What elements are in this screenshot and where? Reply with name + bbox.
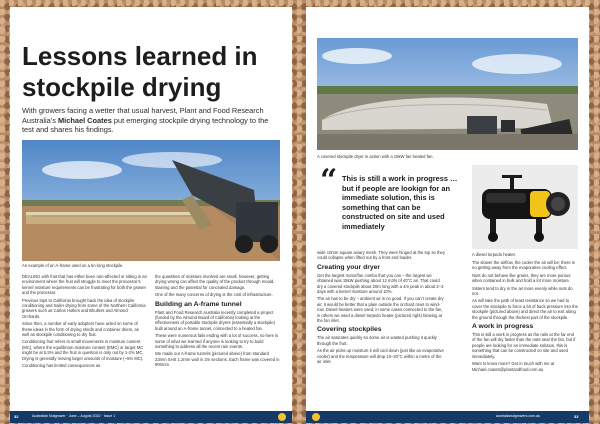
left-col1-paragraph: Previous trips to California brought back the idea of stockpile conditioning and trailer drying from some of the Northern California growers such as Carlos Hollers and Bhullers and Almond Orchards. [22, 297, 146, 319]
aframe-photo-caption: An example of an A-frame used on a tin-long stockpile. [22, 263, 124, 268]
nut-logo-icon [312, 413, 320, 421]
right-cola-paragraph: The air saturates quickly so some air is wasted pushing it quickly through the fruit. [317, 335, 437, 346]
right-cola-paragraph: wide 10mm square aviary mesh. They were hinged at the top so they could collapse when lifted out by a front end loader. [317, 250, 445, 261]
aframe-photo [22, 140, 280, 261]
right-footer [306, 411, 589, 423]
right-cola-paragraph: Get the largest motor/fan combo that you can – the largest we obtained was 15kW pushing about 12 m3/s of 40°C air. That could dry a covered stockpile about 20m long with a 4m peak in about 2–3 days with a kernel moisture around 10%. [317, 272, 444, 295]
right-page [306, 7, 589, 412]
right-colb-paragraph: As will take the path of least resistance so we had to cover the stockpile to force a bit of back pressure into the stockpile (pictured above) and direct the air to exit along the ground through the thickest part of the stockpile. [472, 298, 578, 320]
right-page-number: 33 [574, 414, 579, 419]
left-footer [10, 411, 292, 423]
covered-stockpile-photo [317, 38, 578, 150]
left-page-number: 32 [14, 414, 19, 419]
left-page [10, 7, 292, 412]
left-column-1 [22, 274, 147, 371]
right-colb-paragraph: Nuts do not behave like grains, they are more porous when contained in bulk and hold a lot more moisture. [472, 272, 571, 284]
right-colb-paragraph: Sisters tend to dry in the air more evenly while nuts do not. [472, 285, 573, 297]
right-colb-paragraph: This is still a work in progress as the rails at the far end of the fan will dry faster than the nuts near the fan, but if people are looking for an immediate solution, this is something that can be constructed on site and used immediately. [472, 332, 576, 359]
left-col1-paragraph: Since then, a number of early adopters have acted on some of these ideas in the form of drying sheds and container driers, as well as stockpile conditioning to dry fruit. [22, 321, 139, 338]
right-cola-paragraph: As the air picks up moisture it will cool down (just like an evaporative cooler) and the temperature will drop 10–20°C within a metre of the air inlet. [317, 348, 444, 365]
right-colb-paragraph: The slower the airflow, the cooler the air will be; there is no getting away from the evaporative cooling effect. [472, 260, 575, 271]
intro-prefix: With growers facing a wetter that usual harvest, Plant and Food Research Australia’s [22, 106, 264, 125]
right-column-1 [317, 250, 445, 367]
left-col2-paragraph: the quantities of moisture involved are small, however, getting drying wrong can affect the quality of the product through mould, staining and the potential for concealed damage. [155, 274, 275, 290]
heater-photo-caption: A diesel torpedo heater. [472, 252, 517, 257]
left-col1-paragraph: Conditioning fruit refers to small movements in moisture content (MC), where the equilibrium moisture content (EMC) or target MC might be at 5.5% and the fruit in question is only out by 1-2% MC. Drying is generally moving larger amounts of moisture (~5% MC). [22, 339, 144, 361]
pull-quote: This is still a work in progress … but if people are lookign for an immediate solution, this is something that can be constructed on site and used immediately [342, 174, 458, 231]
left-col1-paragraph: Conditioning has limited consequences as [22, 363, 101, 369]
intro-suffix: put emerging stockpile drying technology to the test and shares his findings. [22, 115, 269, 135]
section-heading-aframe: Building an A-frame tunnel [155, 300, 242, 308]
stockpile-photo-caption: A covered stockpile dryer in action with a 15kW fan heated fan. [317, 154, 434, 159]
nut-logo-icon [278, 413, 286, 421]
left-col2-paragraph: One of the many concerns of drying is the cost of infrastructure. [155, 292, 273, 298]
left-col2-paragraph: Plant and Food Research Australia recently completed a project (funded by the Almond Board of California) looking at the effectiveness of portable stockpile dryers (essentially a stockpile) built around an A-frame tunnel, connected to a heated fan. [155, 309, 276, 331]
section-heading-progress: A work in progress [472, 323, 534, 331]
right-column-2 [472, 260, 578, 374]
torpedo-heater-photo [472, 165, 578, 249]
article-title: Lessons learned in stockpile drying [22, 41, 258, 102]
section-heading-dryer: Creating your dryer [317, 263, 381, 271]
left-col2-paragraph: We made our A-frame tunnels (pictured above) from standard 23mm SHS 1.2mm wall in 2m sections. Each frame was covered in 900mm [155, 351, 280, 368]
left-column-2 [155, 274, 280, 370]
quote-mark-icon: “ [320, 163, 338, 198]
right-footer-text: australianutgrowers.com.au [496, 414, 541, 418]
section-heading-covering: Covering stockpiles [317, 326, 382, 334]
intro-author: Michael Coates [58, 115, 112, 125]
left-col2-paragraph: These were numerous fails ending with a lot of success, so here is some of what we learned if anyone is looking to try to build something to address all the recent rain events. [155, 333, 279, 350]
article-intro [22, 106, 280, 135]
left-footer-text: Australian Nutgrower · June – August 2022 · Issue 1 [32, 414, 116, 418]
right-cola-paragraph: The air has to be dry – ambient air is no good. If you can’t create dry air, it would be better that a plain outside the orchard rows to wind-row. Diesel heaters were used; in some cases connected to the fan, in others we used a diesel torpedo heater (pictured right) blowing at the fan inlet. [317, 296, 444, 324]
left-col1-paragraph: DEALING with fruit that has either been rain-affected or sitting in an environment where the fruit will struggle to meet the processor’s kernel moisture requirements can be frustrating for both the grower and the processor. [22, 274, 147, 296]
right-colb-paragraph: Want to know more? Get in touch with me at Michael.coates@plantandfood.com.au [472, 361, 555, 372]
